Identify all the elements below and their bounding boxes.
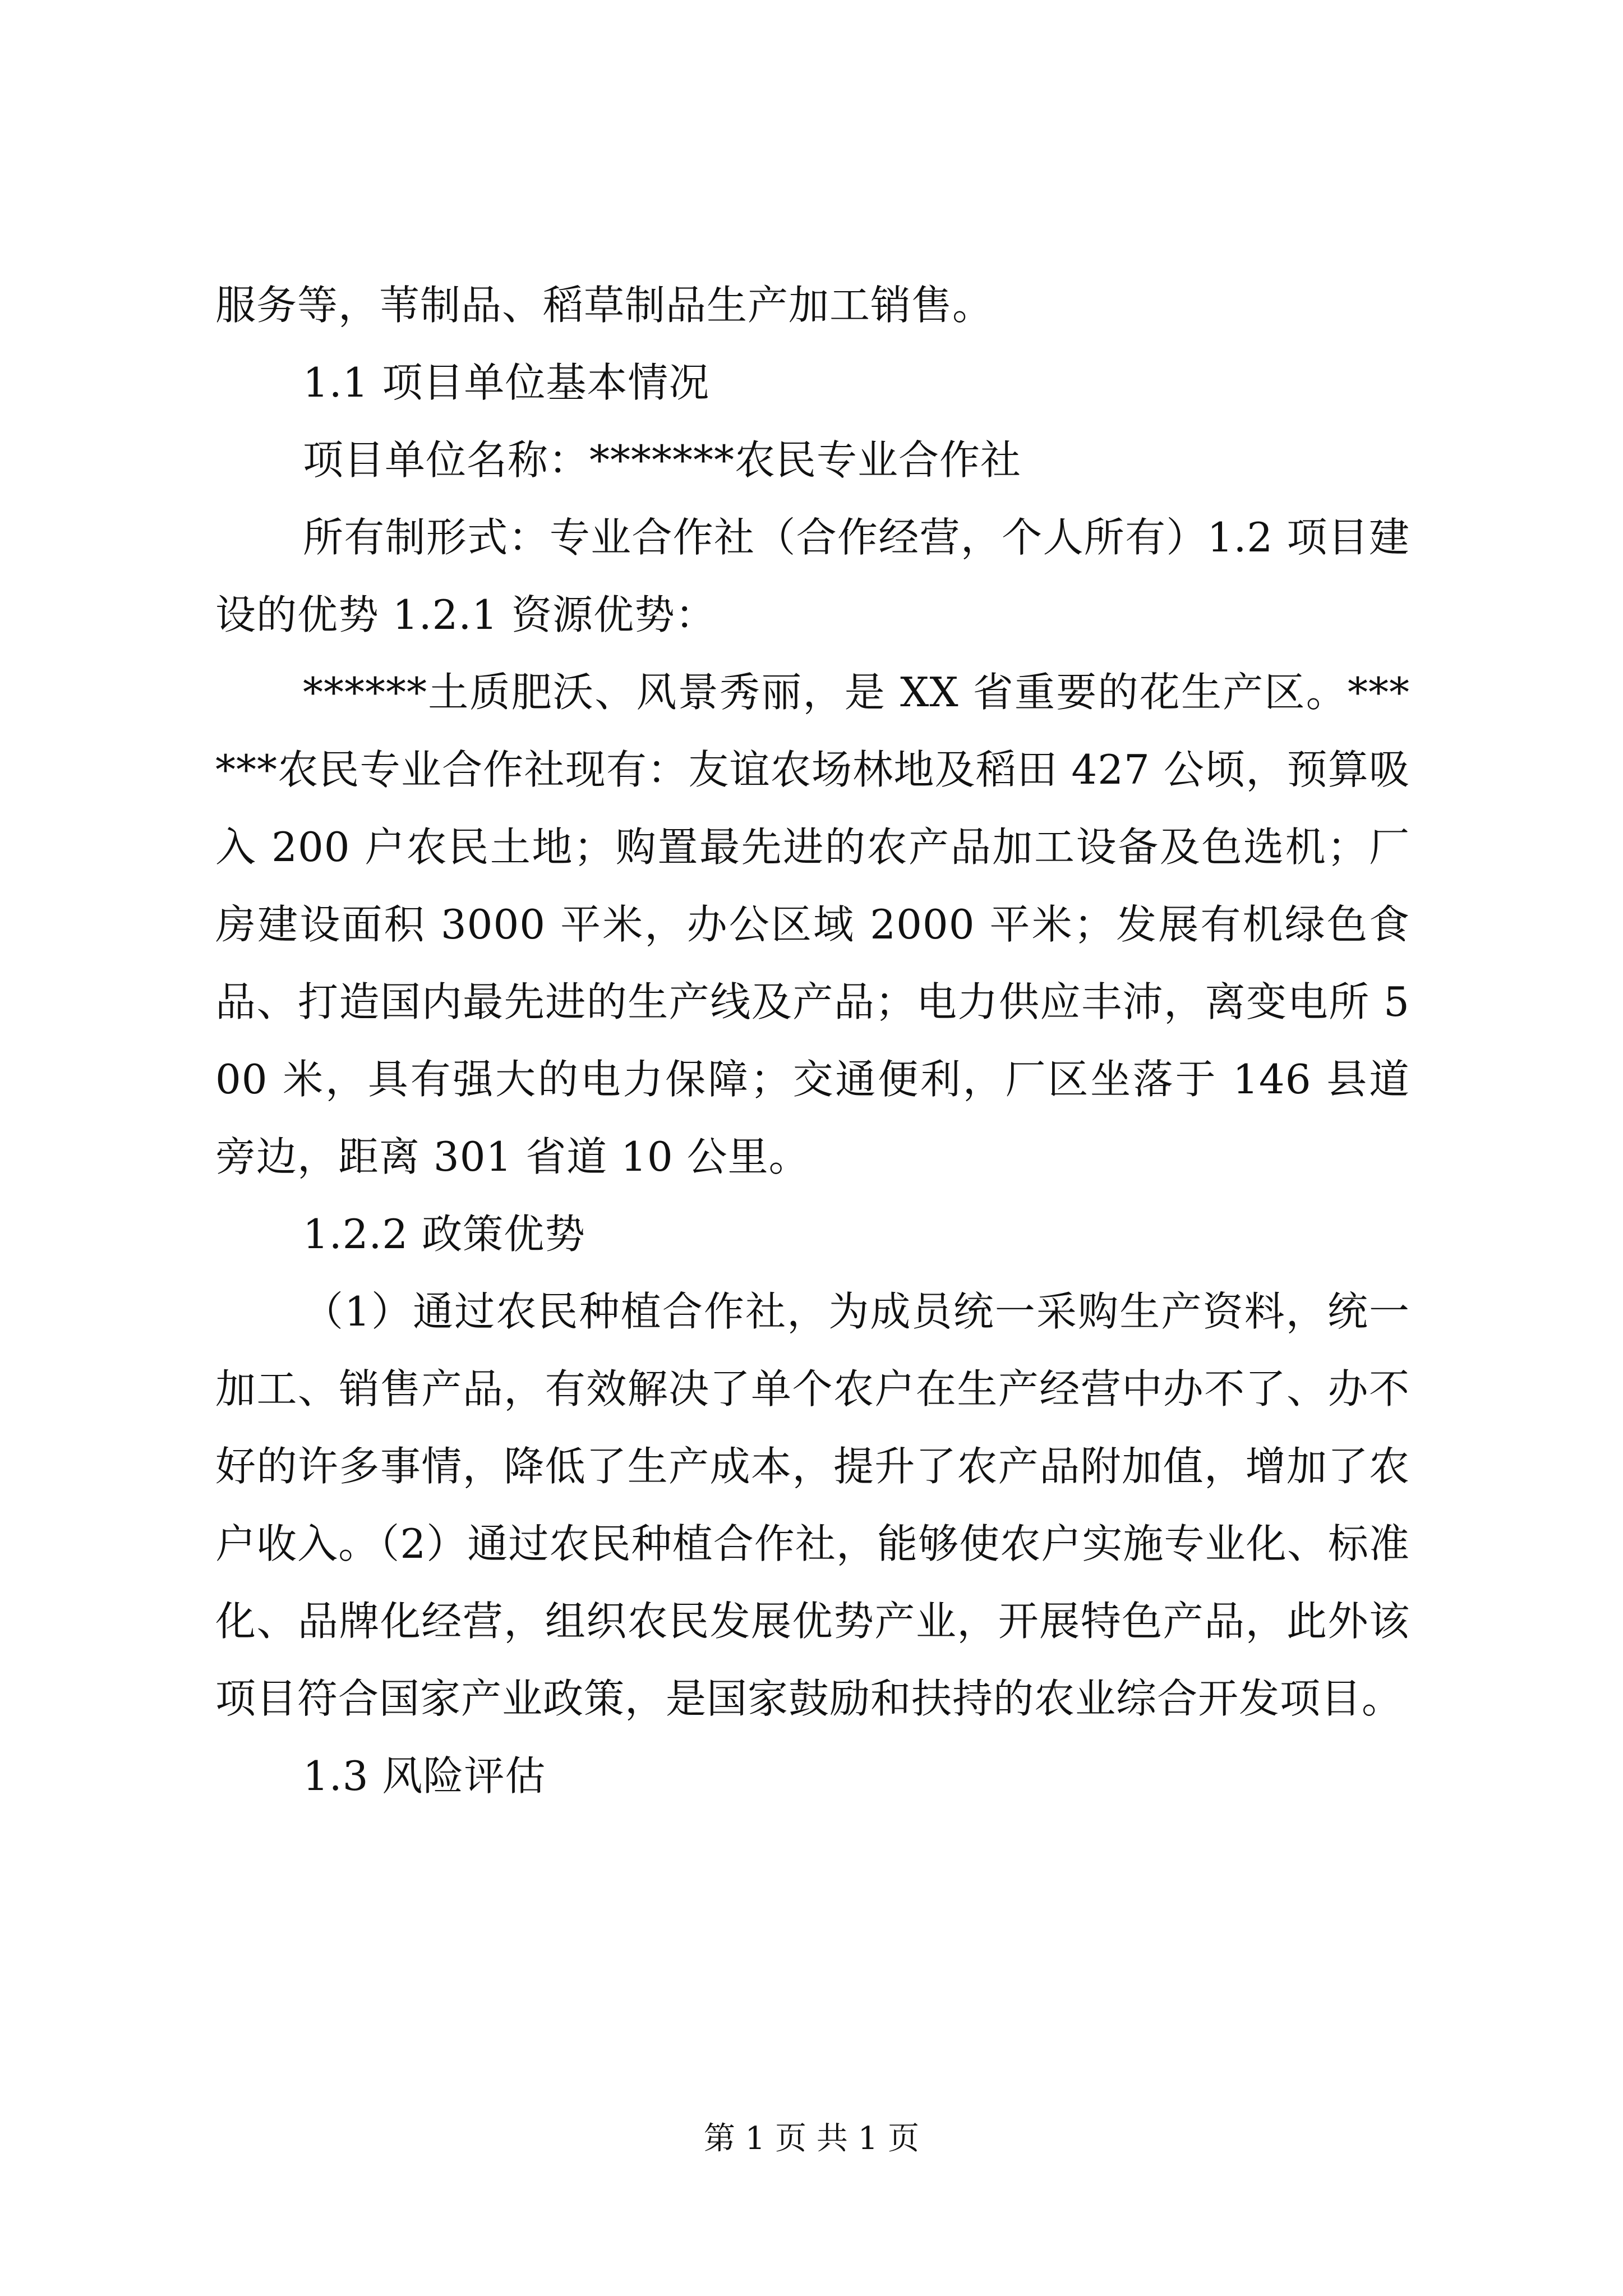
paragraph-resource-advantage: ******土质肥沃、风景秀丽，是 XX 省重要的花生产区。******农民专业合作社现有：友谊农场林地及稻田 427 公顷，预算吸入 200 户农民土地；购置最先进的农产品加工设备及色选机；厂房建设面积 3000 平米，办公区域 2000 平米；发展有机绿色食品、打造国内最先进的生产线及产品；电力供应丰沛，离变电所 500 米，具有强大的电力保障；交通便利，厂区坐落于 146 县道旁边，距离 301 省道 10 公里。	[215, 669, 1410, 1180]
document-body	[215, 266, 1410, 1815]
paragraph-policy-advantage: （1）通过农民种植合作社，为成员统一采购生产资料，统一加工、销售产品，有效解决了单个农户在生产经营中办不了、办不好的许多事情，降低了生产成本，提升了农产品附加值，增加了农户收入。（2）通过农民种植合作社，能够使农户实施专业化、标准化、品牌化经营，组织农民发展优势产业，开展特色产品，此外该项目符合国家产业政策，是国家鼓励和扶持的农业综合开发项目。	[215, 1288, 1410, 1722]
section-heading-1-1: 1.1 项目单位基本情况	[303, 359, 710, 406]
section-heading-1-3: 1.3 风险评估	[303, 1752, 546, 1800]
paragraph-unit-name: 项目单位名称：*******农民专业合作社	[303, 436, 1022, 484]
page-footer: 第 1 页 共 1 页	[703, 2120, 920, 2157]
paragraph-continuation: 服务等，苇制品、稻草制品生产加工销售。	[215, 282, 994, 329]
paragraph-ownership: 所有制形式：专业合作社（合作经营，个人所有）1.2 项目建设的优势 1.2.1 资源优势：	[215, 514, 1410, 638]
section-heading-1-2-2: 1.2.2 政策优势	[303, 1211, 586, 1258]
